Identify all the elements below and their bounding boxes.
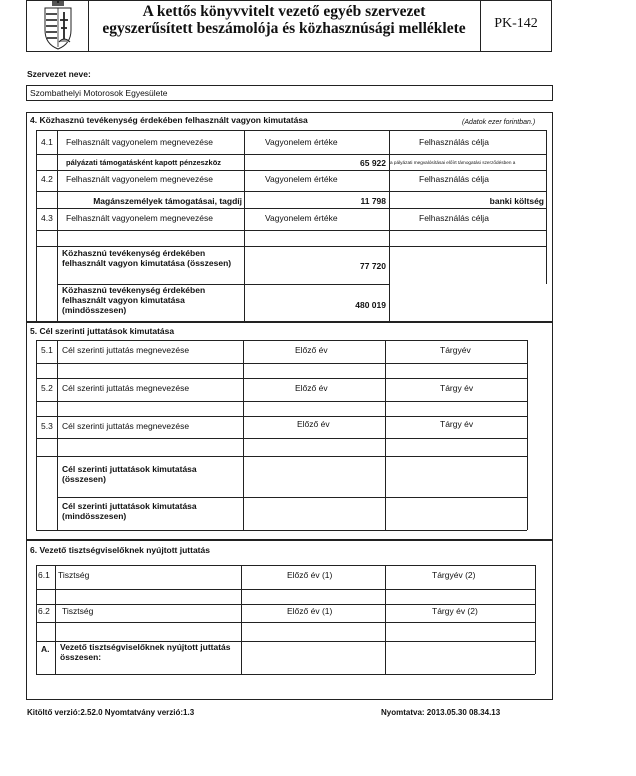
section6-frame [26, 540, 553, 700]
section5-title: 5. Cél szerinti juttatások kimutatása [30, 326, 175, 336]
row-5-1-number: 5.1 [41, 345, 53, 355]
row-6-1-header-prev: Előző év (1) [287, 570, 333, 580]
row-5-1-header-name: Cél szerinti juttatás megnevezése [62, 345, 190, 355]
section6-title: 6. Vezető tisztségviselőknek nyújtott juttatás [30, 545, 210, 555]
row-4-1-purpose: a pályázati megvalósításai előírt támogatási szerződésben a [390, 160, 516, 165]
row-4-2-header-purpose: Felhasználás célja [419, 174, 489, 184]
s6-total-label: Vezető tisztségviselőknek nyújtott juttatás összesen: [60, 642, 231, 662]
row-5-1-header-prev: Előző év [295, 345, 328, 355]
row-6-2-header-prev: Előző év (1) [287, 606, 333, 616]
row-4-2-number: 4.2 [41, 174, 53, 184]
row-5-3-number: 5.3 [41, 421, 53, 431]
row-4-1-header-name: Felhasznált vagyonelem megnevezése [66, 137, 213, 147]
row-4-2-name: Magánszemélyek támogatásai, tagdíj [93, 196, 242, 206]
row-5-2-header-name: Cél szerinti juttatás megnevezése [62, 383, 190, 393]
row-4-2-purpose: banki költség [489, 196, 544, 206]
row-6-total-number: A. [41, 644, 50, 654]
s4-grand-total-label: Közhasznú tevékenység érdekében felhasznált vagyon kimutatása (mindösszesen) [62, 285, 206, 315]
row-4-3-number: 4.3 [41, 213, 53, 223]
org-name-value: Szombathelyi Motorosok Egyesülete [30, 88, 168, 98]
row-5-1-header-cur: Tárgyév [440, 345, 471, 355]
row-6-2-header-cur: Tárgy év (2) [432, 606, 478, 616]
row-4-3-header-value: Vagyonelem értéke [265, 213, 338, 223]
section4-unit-note: (Adatok ezer forintban.) [462, 119, 536, 126]
row-4-3-header-name: Felhasznált vagyonelem megnevezése [66, 213, 213, 223]
row-4-1-name: pályázati támogatásként kapott pénzeszköz [66, 158, 222, 167]
row-4-1-number: 4.1 [41, 137, 53, 147]
row-5-3-header-name: Cél szerinti juttatás megnevezése [62, 421, 190, 431]
form-title-line2: egyszerűsített beszámolója és közhasznúsági melléklete [102, 20, 466, 37]
row-4-3-header-purpose: Felhasználás célja [419, 213, 489, 223]
row-5-3-header-cur: Tárgy év [440, 419, 474, 429]
row-4-2-value: 11 798 [360, 196, 386, 206]
s5-grand-total-label: Cél szerinti juttatások kimutatása (mindösszesen) [62, 501, 197, 521]
s5-total-label: Cél szerinti juttatások kimutatása (összesen) [62, 464, 197, 484]
row-6-1-header-name: Tisztség [58, 570, 90, 580]
section4-title: 4. Közhasznú tevékenység érdekében felhasznált vagyon kimutatása [30, 115, 308, 125]
row-5-3-header-prev: Előző év [297, 419, 330, 429]
form-code: PK-142 [494, 16, 538, 31]
row-4-1-header-purpose: Felhasználás célja [419, 137, 489, 147]
s4-total-value: 77 720 [360, 261, 386, 271]
row-4-1-header-value: Vagyonelem értéke [265, 137, 338, 147]
coat-of-arms-icon [40, 0, 76, 50]
s4-total-label: Közhasznú tevékenység érdekében felhasznált vagyon kimutatása (összesen) [62, 248, 232, 268]
form-title-line1: A kettős könyvvitelt vezető egyéb szervezet [142, 3, 426, 20]
row-6-2-number: 6.2 [38, 606, 50, 616]
row-6-2-header-name: Tisztség [62, 606, 94, 616]
s4-grand-total-value: 480 019 [355, 300, 386, 310]
row-5-2-number: 5.2 [41, 383, 53, 393]
row-6-1-number: 6.1 [38, 570, 50, 580]
row-5-2-header-prev: Előző év [295, 383, 328, 393]
row-4-2-header-name: Felhasznált vagyonelem megnevezése [66, 174, 213, 184]
row-5-2-header-cur: Tárgy év [440, 383, 474, 393]
org-name-label: Szervezet neve: [27, 69, 91, 79]
footer-version: Kitöltő verzió:2.52.0 Nyomtatvány verzió:1.3 [27, 708, 195, 717]
row-4-2-header-value: Vagyonelem értéke [265, 174, 338, 184]
row-4-1-value: 65 922 [360, 158, 386, 168]
footer-print-date: Nyomtatva: 2013.05.30 08.34.13 [381, 708, 501, 717]
row-6-1-header-cur: Tárgyév (2) [432, 570, 476, 580]
